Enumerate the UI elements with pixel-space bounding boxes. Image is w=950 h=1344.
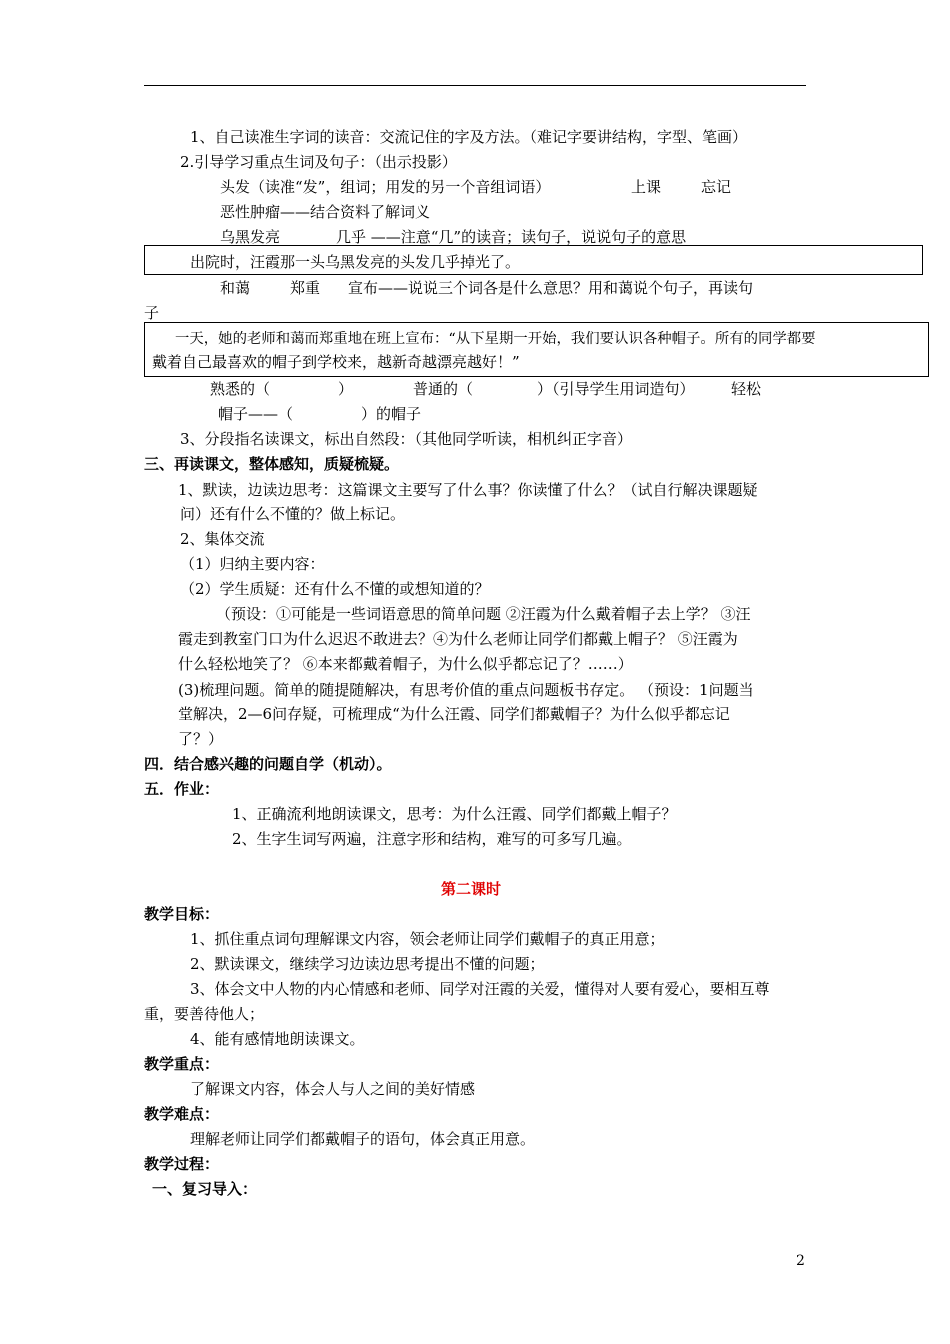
lesson-title: 第二课时 [441,880,502,898]
section-heading: 教学重点： [144,1055,220,1073]
text-line: 普通的（ [413,380,474,398]
text-line: 头发（读准“发”，组词；用发的另一个音组词语） [220,178,551,196]
text-line: 乌黑发亮 [220,228,281,246]
boxed-sentence: 出院时，汪霞那一头乌黑发亮的头发几乎掉光了。 [190,253,521,271]
text-line: 2.引导学习重点生词及句子：（出示投影） [180,153,457,171]
text-line: 子 [144,304,160,322]
text-line: 恶性肿瘤——结合资料了解词义 [220,203,431,221]
text-line: 宣布——说说三个词各是什么意思？用和蔼说个句子，再读句 [348,279,754,297]
page-number: 2 [796,1253,805,1269]
text-line: 上课 [631,178,662,196]
section-heading: 五．作业： [144,780,220,798]
text-line: 1、自己读准生字词的读音：交流记住的字及方法。（难记字要讲结构，字型、笔画） [190,128,748,146]
section-heading: 一、复习导入： [152,1180,258,1198]
text-line: 了解课文内容，体会人与人之间的美好情感 [190,1080,476,1098]
header-rule [144,85,806,86]
text-line: 4、能有感情地朗读课文。 [190,1030,365,1048]
boxed-paragraph: 戴着自己最喜欢的帽子到学校来，越新奇越漂亮越好！” [152,353,520,371]
text-line: 几乎 ——注意“几”的读音；读句子，说说句子的意思 [336,228,687,246]
section-heading: 三、再读课文，整体感知，质疑梳疑。 [144,455,400,473]
text-line: 理解老师让同学们都戴帽子的语句，体会真正用意。 [190,1130,536,1148]
text-line: 堂解决，2—6问存疑，可梳理成“为什么汪霞、同学们都戴帽子？为什么似乎都忘记 [178,705,730,723]
text-line: 3、分段指名读课文，标出自然段：（其他同学听读，相机纠正字音） [180,430,633,448]
text-line: 什么轻松地笑了？ ⑥本来都戴着帽子，为什么似乎都忘记了？……） [178,655,633,673]
section-heading: 教学难点： [144,1105,220,1123]
boxed-paragraph: 一天，她的老师和蔼而郑重地在班上宣布：“从下星期一开始，我们要认识各种帽子。所有的同学都要 [175,331,816,347]
text-line: 忘记 [701,178,732,196]
text-line: ）的帽子 [361,405,422,423]
text-line: （1）归纳主要内容： [180,555,325,573]
text-line: 2、默读课文，继续学习边读边思考提出不懂的问题； [190,955,545,973]
text-line: 轻松 [731,380,762,398]
section-heading: 四．结合感兴趣的问题自学（机动）。 [144,755,392,773]
section-heading: 教学目标： [144,905,220,923]
text-line: 重，要善待他人； [144,1005,265,1023]
text-line: 了？） [178,730,224,748]
text-line: 帽子——（ [218,405,294,423]
text-line: (3)梳理问题。简单的随提随解决，有思考价值的重点问题板书存定。 （预设：1问题当 [178,681,754,699]
text-line: 问）还有什么不懂的？做上标记。 [180,505,406,523]
text-line: 3、体会文中人物的内心情感和老师、同学对汪霞的关爱，懂得对人要有爱心，要相互尊 [190,980,770,998]
text-line: 熟悉的（ [210,380,271,398]
text-line: （预设：①可能是一些词语意思的简单问题 ②汪霞为什么戴着帽子去上学？ ③汪 [216,605,751,623]
text-line: 2、集体交流 [180,530,265,548]
text-line: 和蔼 [220,279,251,297]
text-line: 1、默读，边读边思考：这篇课文主要写了什么事？你读懂了什么？（试自行解决课题疑 [178,481,758,499]
text-line: 2、生字生词写两遍，注意字形和结构，难写的可多写几遍。 [232,830,632,848]
text-line: 霞走到教室门口为什么迟迟不敢进去？④为什么老师让同学们都戴上帽子？ ⑤汪霞为 [178,630,738,648]
text-line: ）（引导学生用词造句） [537,380,695,398]
text-line: 1、抓住重点词句理解课文内容，领会老师让同学们戴帽子的真正用意； [190,930,665,948]
text-line: ） [338,380,354,398]
section-heading: 教学过程： [144,1155,220,1173]
text-line: 郑重 [290,279,321,297]
text-line: 1、正确流利地朗读课文，思考：为什么汪霞、同学们都戴上帽子？ [232,805,677,823]
text-line: （2）学生质疑：还有什么不懂的或想知道的？ [180,580,490,598]
